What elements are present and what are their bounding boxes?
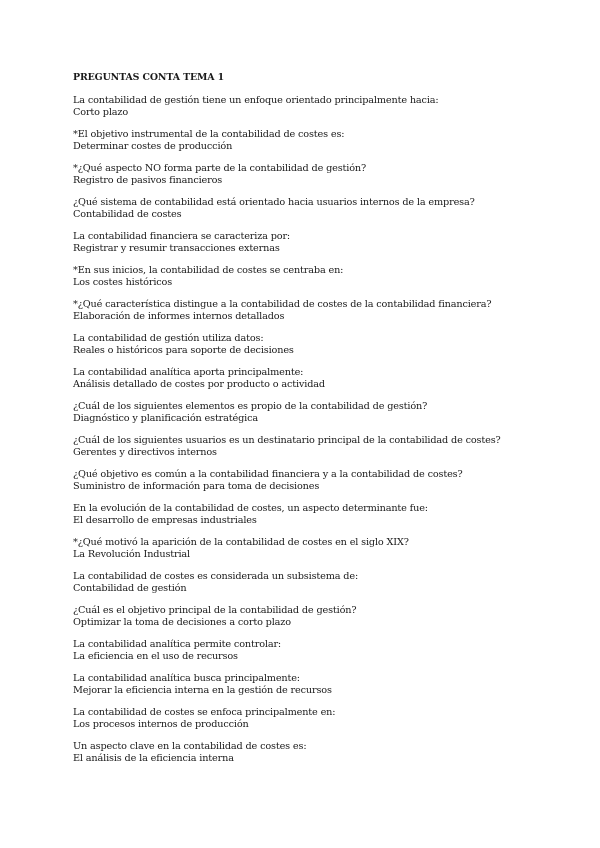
question-item xyxy=(73,231,573,255)
answer-text: Determinar costes de producción xyxy=(73,141,233,152)
question-item xyxy=(73,571,573,595)
question-item xyxy=(73,367,573,391)
question-item xyxy=(73,95,573,119)
answer-text: Contabilidad de gestión xyxy=(73,583,187,594)
answer-text: Mejorar la eficiencia interna en la gestión de recursos xyxy=(73,685,332,696)
answer-text: Optimizar la toma de decisiones a corto plazo xyxy=(73,617,291,628)
question-text: ¿Cuál es el objetivo principal de la contabilidad de gestión? xyxy=(73,605,357,616)
answer-text: Los costes históricos xyxy=(73,277,173,288)
answer-text: Gerentes y directivos internos xyxy=(73,447,217,458)
question-text: Un aspecto clave en la contabilidad de costes es: xyxy=(73,741,307,752)
question-text: La contabilidad analítica aporta principalmente: xyxy=(73,367,304,378)
answer-text: Corto plazo xyxy=(73,107,129,118)
question-item xyxy=(73,741,573,765)
question-text: La contabilidad analítica permite controlar: xyxy=(73,639,282,650)
answer-text: La eficiencia en el uso de recursos xyxy=(73,651,238,662)
answer-text: Registrar y resumir transacciones externas xyxy=(73,243,280,254)
question-text: *¿Qué característica distingue a la contabilidad de costes de la contabilidad financiera? xyxy=(73,299,492,310)
question-item xyxy=(73,265,573,289)
question-item xyxy=(73,401,573,425)
document-title: PREGUNTAS CONTA TEMA 1 xyxy=(73,72,225,83)
question-list xyxy=(73,95,573,765)
question-item xyxy=(73,639,573,663)
answer-text: Diagnóstico y planificación estratégica xyxy=(73,413,259,424)
question-text: *¿Qué motivó la aparición de la contabilidad de costes en el siglo XIX? xyxy=(73,537,409,548)
answer-text: El análisis de la eficiencia interna xyxy=(73,753,234,764)
answer-text: Los procesos internos de producción xyxy=(73,719,249,730)
question-item xyxy=(73,163,573,187)
answer-text: Análisis detallado de costes por producto o actividad xyxy=(73,379,325,390)
question-text: La contabilidad financiera se caracteriza por: xyxy=(73,231,291,242)
question-item xyxy=(73,129,573,153)
answer-text: El desarrollo de empresas industriales xyxy=(73,515,257,526)
question-item xyxy=(73,299,573,323)
question-text: ¿Qué sistema de contabilidad está orientado hacia usuarios internos de la empresa? xyxy=(73,197,475,208)
question-item xyxy=(73,469,573,493)
question-text: La contabilidad analítica busca principalmente: xyxy=(73,673,300,684)
question-text: En la evolución de la contabilidad de costes, un aspecto determinante fue: xyxy=(73,503,428,514)
question-item xyxy=(73,537,573,561)
question-item xyxy=(73,503,573,527)
question-text: La contabilidad de costes se enfoca principalmente en: xyxy=(73,707,336,718)
question-item xyxy=(73,333,573,357)
question-text: ¿Qué objetivo es común a la contabilidad financiera y a la contabilidad de costes? xyxy=(73,469,463,480)
question-text: La contabilidad de gestión tiene un enfoque orientado principalmente hacia: xyxy=(73,95,439,106)
answer-text: Suministro de información para toma de decisiones xyxy=(73,481,320,492)
answer-text: Registro de pasivos financieros xyxy=(73,175,223,186)
question-item xyxy=(73,197,573,221)
answer-text: Contabilidad de costes xyxy=(73,209,182,220)
document-page xyxy=(73,72,573,775)
question-item xyxy=(73,707,573,731)
question-item xyxy=(73,673,573,697)
question-item xyxy=(73,435,573,459)
question-text: La contabilidad de costes es considerada un subsistema de: xyxy=(73,571,359,582)
question-text: La contabilidad de gestión utiliza datos: xyxy=(73,333,264,344)
answer-text: Reales o históricos para soporte de decisiones xyxy=(73,345,294,356)
question-text: *En sus inicios, la contabilidad de costes se centraba en: xyxy=(73,265,344,276)
question-text: *El objetivo instrumental de la contabilidad de costes es: xyxy=(73,129,345,140)
question-text: ¿Cuál de los siguientes usuarios es un destinatario principal de la contabilidad de costes? xyxy=(73,435,501,446)
answer-text: Elaboración de informes internos detallados xyxy=(73,311,285,322)
question-text: ¿Cuál de los siguientes elementos es propio de la contabilidad de gestión? xyxy=(73,401,428,412)
answer-text: La Revolución Industrial xyxy=(73,549,191,560)
question-item xyxy=(73,605,573,629)
question-text: *¿Qué aspecto NO forma parte de la contabilidad de gestión? xyxy=(73,163,367,174)
